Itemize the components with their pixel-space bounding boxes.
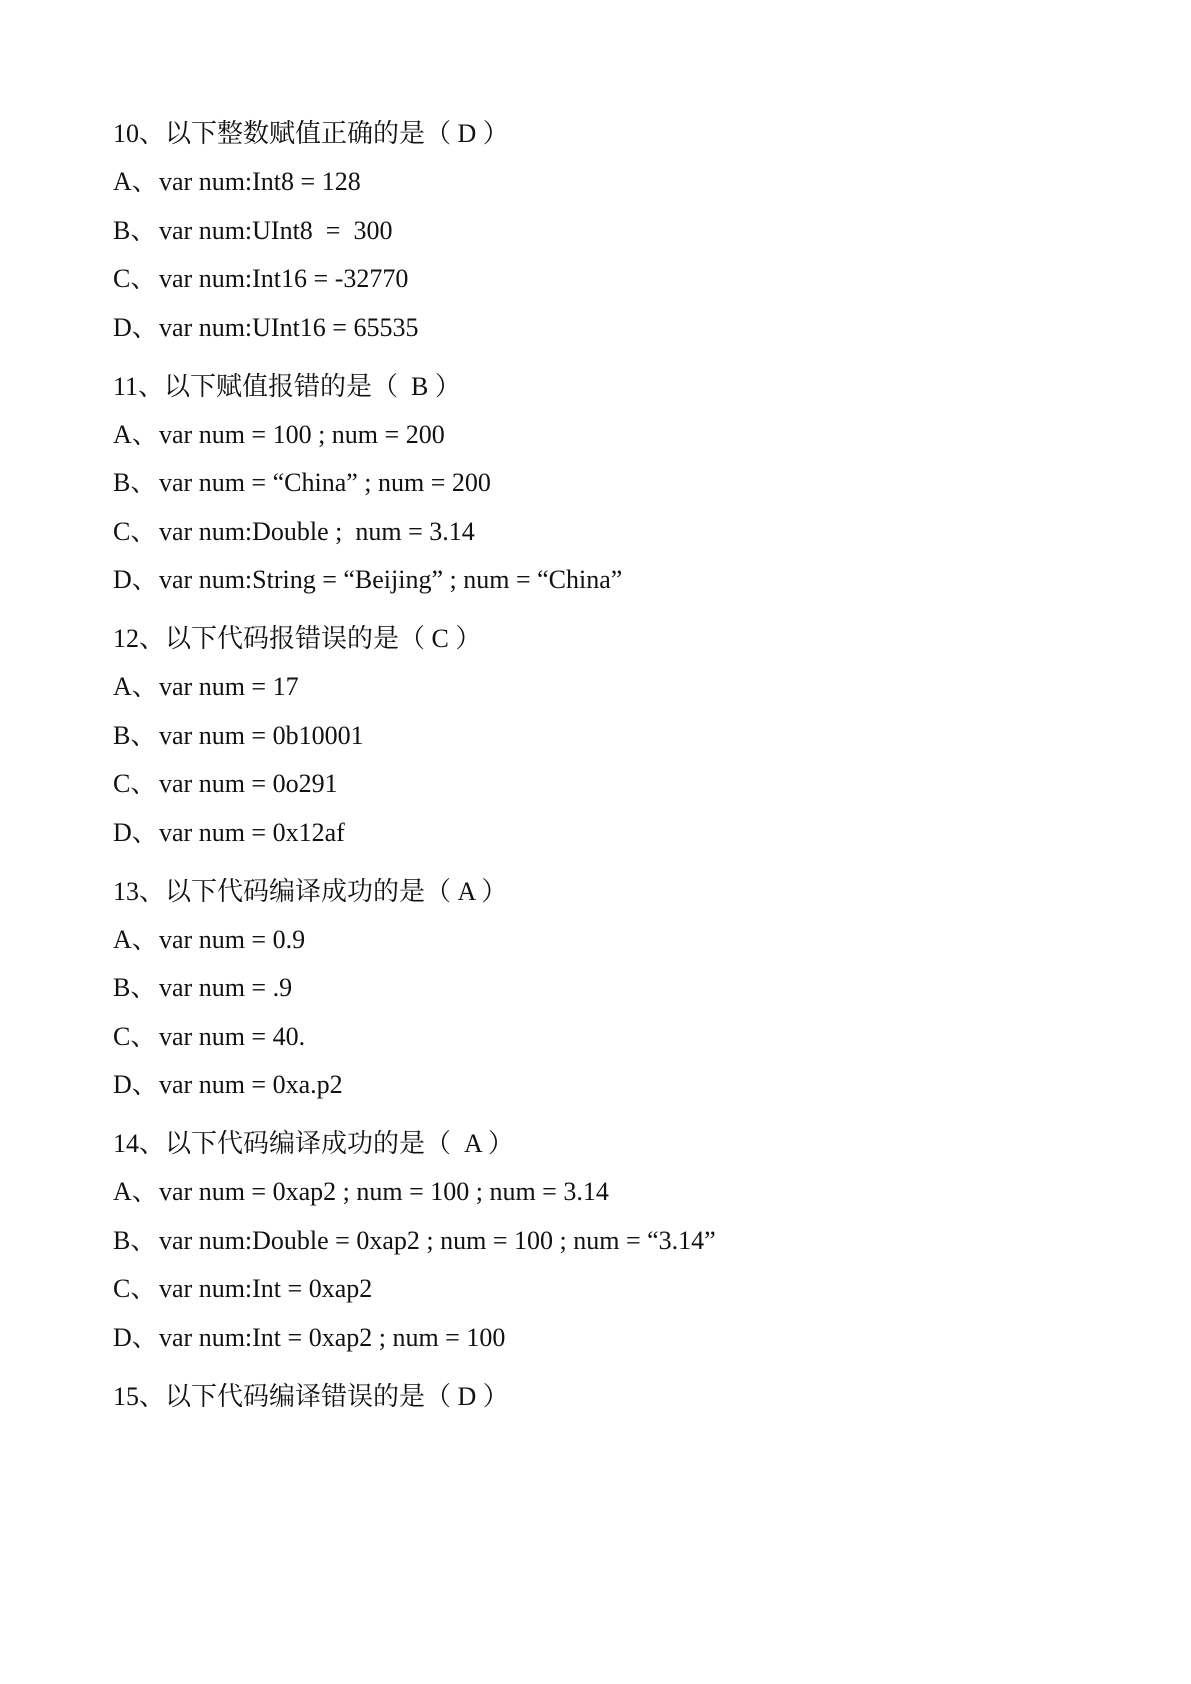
option-letter: D、	[113, 817, 158, 847]
option-d	[113, 1069, 1113, 1101]
option-text: var num:Int8 = 128	[159, 167, 361, 196]
option-letter: C、	[113, 516, 157, 546]
option-text: var num:String = “Beijing” ; num = “China”	[159, 565, 623, 594]
option-letter: B、	[113, 973, 157, 1002]
option-b	[113, 467, 1113, 499]
option-letter: B、	[113, 720, 157, 750]
option-text: var num = .9	[159, 973, 293, 1002]
option-text: var num = 100 ; num = 200	[159, 419, 445, 449]
option-a	[113, 671, 1113, 703]
option-c	[113, 1273, 1113, 1305]
option-letter: D、	[113, 1322, 158, 1352]
option-letter: D、	[113, 1070, 158, 1099]
option-a	[113, 166, 1113, 198]
question-title: 10、以下整数赋值正确的是（ D ）	[113, 119, 509, 148]
option-text: var num = “China” ; num = 200	[159, 468, 491, 497]
option-text: var num = 0x12af	[159, 817, 345, 847]
option-letter: A、	[113, 419, 158, 449]
option-text: var num:Int = 0xap2 ; num = 100	[159, 1322, 506, 1352]
option-d	[113, 564, 1113, 596]
option-letter: B、	[113, 468, 157, 497]
option-letter: A、	[113, 924, 158, 954]
option-d	[113, 817, 1113, 849]
question-11	[113, 371, 1113, 597]
option-text: var num:Double ; num = 3.14	[159, 516, 475, 546]
question-title: 13、以下代码编译成功的是（ A ）	[113, 876, 508, 906]
option-c	[113, 768, 1113, 800]
option-d	[113, 1322, 1113, 1354]
option-text: var num:UInt16 = 65535	[159, 312, 419, 342]
option-c	[113, 1021, 1113, 1053]
option-text: var num:Double = 0xap2 ; num = 100 ; num = “3.14”	[159, 1225, 716, 1255]
question-title: 15、以下代码编译错误的是（ D ）	[113, 1381, 509, 1411]
option-text: var num = 40.	[159, 1021, 306, 1051]
question-title: 11、以下赋值报错的是（ B ）	[113, 371, 461, 401]
option-letter: C、	[113, 1274, 157, 1303]
option-a	[113, 1176, 1113, 1208]
option-letter: B、	[113, 215, 157, 245]
option-a	[113, 924, 1113, 956]
question-10	[113, 118, 1113, 344]
option-text: var num = 0o291	[159, 769, 338, 798]
option-letter: D、	[113, 312, 158, 342]
option-b	[113, 720, 1113, 752]
option-text: var num = 17	[159, 672, 299, 701]
question-12	[113, 623, 1113, 849]
option-letter: D、	[113, 565, 158, 594]
option-a	[113, 419, 1113, 451]
option-letter: C、	[113, 264, 157, 293]
option-letter: A、	[113, 672, 158, 701]
option-text: var num:UInt8 = 300	[159, 215, 393, 245]
option-letter: C、	[113, 1021, 157, 1051]
question-15	[113, 1381, 1113, 1413]
option-letter: C、	[113, 769, 157, 798]
question-title: 12、以下代码报错误的是（ C ）	[113, 624, 482, 653]
option-text: var num = 0b10001	[159, 720, 364, 750]
option-d	[113, 312, 1113, 344]
option-text: var num = 0xap2 ; num = 100 ; num = 3.14	[159, 1177, 609, 1206]
option-b	[113, 972, 1113, 1004]
option-letter: B、	[113, 1225, 157, 1255]
option-letter: A、	[113, 1177, 158, 1206]
question-13	[113, 876, 1113, 1102]
option-c	[113, 263, 1113, 295]
document-page	[113, 118, 1113, 1440]
option-text: var num = 0xa.p2	[159, 1070, 343, 1099]
option-letter: A、	[113, 167, 158, 196]
option-b	[113, 1225, 1113, 1257]
option-text: var num:Int16 = -32770	[159, 264, 409, 293]
option-text: var num = 0.9	[159, 924, 306, 954]
question-14	[113, 1128, 1113, 1354]
option-c	[113, 516, 1113, 548]
question-title: 14、以下代码编译成功的是（ A ）	[113, 1129, 514, 1158]
option-text: var num:Int = 0xap2	[159, 1274, 373, 1303]
option-b	[113, 215, 1113, 247]
